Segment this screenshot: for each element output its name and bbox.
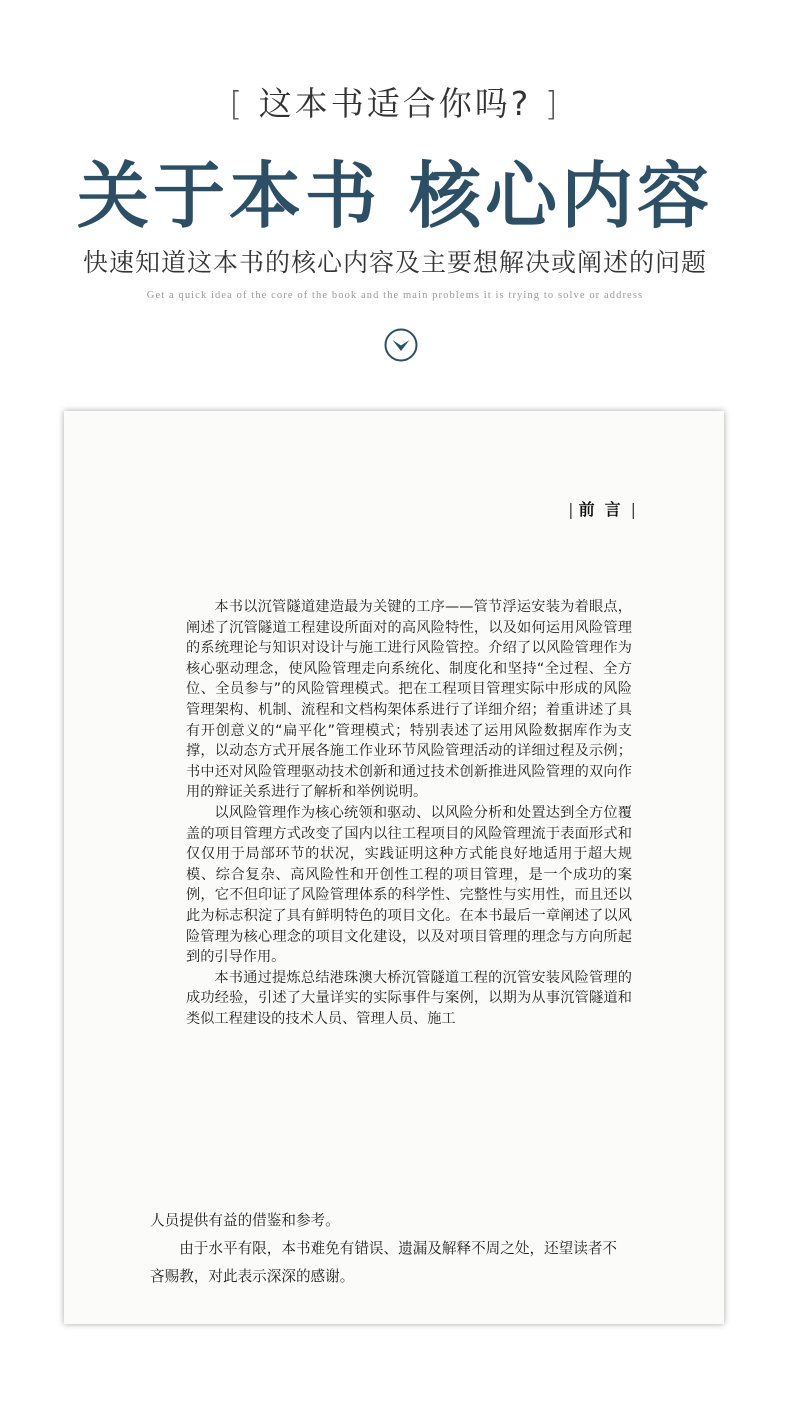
main-title-part2: 核心内容 [409, 153, 714, 238]
paragraph: 本书以沉管隧道建造最为关键的工序——管节浮运安装为着眼点，阐述了沉管隧道工程建设所面对的高风险特性，以及如何运用风险管理的系统理论与知识对设计与施工进行风险管控。介绍了以风险管理作为核心驱动理念，使风险管理走向系统化、制度化和坚持“全过程、全方位、全员参与”的风险管理模式。把在工程项目管理实际中形成的风险管理架构、机制、流程和文档构架体系进行了详细介绍；着重讲述了具有开创意义的“扁平化”管理模式；特别表述了运用风险数据库作为支撑，以动态方式开展各施工作业环节风险管理活动的详细过程及示例；书中还对风险管理驱动技术创新和通过技术创新推进风险管理的双向作用的辩证关系进行了解析和举例说明。 [186, 599, 632, 801]
preface-continuation [150, 1207, 620, 1291]
paragraph: 由于水平有限，本书难免有错误、遗漏及解释不周之处，还望读者不吝赐教，对此表示深深的感谢。 [150, 1240, 618, 1285]
question-text: 这本书适合你吗? [258, 84, 532, 123]
chevron-down-circle-icon [384, 328, 418, 362]
paragraph: 以风险管理作为核心统领和驱动、以风险分析和处置达到全方位覆盖的项目管理方式改变了国内以往工程项目的风险管理流于表面形式和仅仅用于局部环节的状况，实践证明这种方式能良好地适用于超大规模、综合复杂、高风险性和开创性工程的项目管理，是一个成功的案例，它不但印证了风险管理体系的科学性、完整性与实用性，而且还以此为标志积淀了具有鲜明特色的项目文化。在本书最后一章阐述了以风险管理为核心理念的项目文化建设，以及对项目管理的理念与方向所起到的引导作用。 [186, 804, 632, 966]
preface-title: 前言 [578, 500, 631, 519]
english-subtitle: Get a quick idea of the core of the book and the main problems it is trying to solve or address [146, 290, 644, 301]
paragraph: 本书通过提炼总结港珠澳大桥沉管隧道工程的沉管安装风险管理的成功经验，引述了大量详实的实际事件与案例，以期为从事沉管隧道和类似工程建设的技术人员、管理人员、施工 [186, 969, 632, 1027]
book-page [64, 411, 724, 1324]
header-section [0, 0, 790, 400]
paragraph: 人员提供有益的借鉴和参考。 [150, 1212, 340, 1229]
main-title-part1: 关于本书 [76, 153, 381, 238]
preface-heading: | 前言| [568, 500, 636, 519]
bracket-right: ] [544, 84, 561, 123]
question-heading [0, 78, 790, 125]
bracket-left: [ [229, 84, 246, 123]
main-title [0, 138, 790, 242]
preface-body [186, 597, 632, 1029]
subtitle: 快速知道这本书的核心内容及主要想解决或阐述的问题 [82, 248, 707, 277]
